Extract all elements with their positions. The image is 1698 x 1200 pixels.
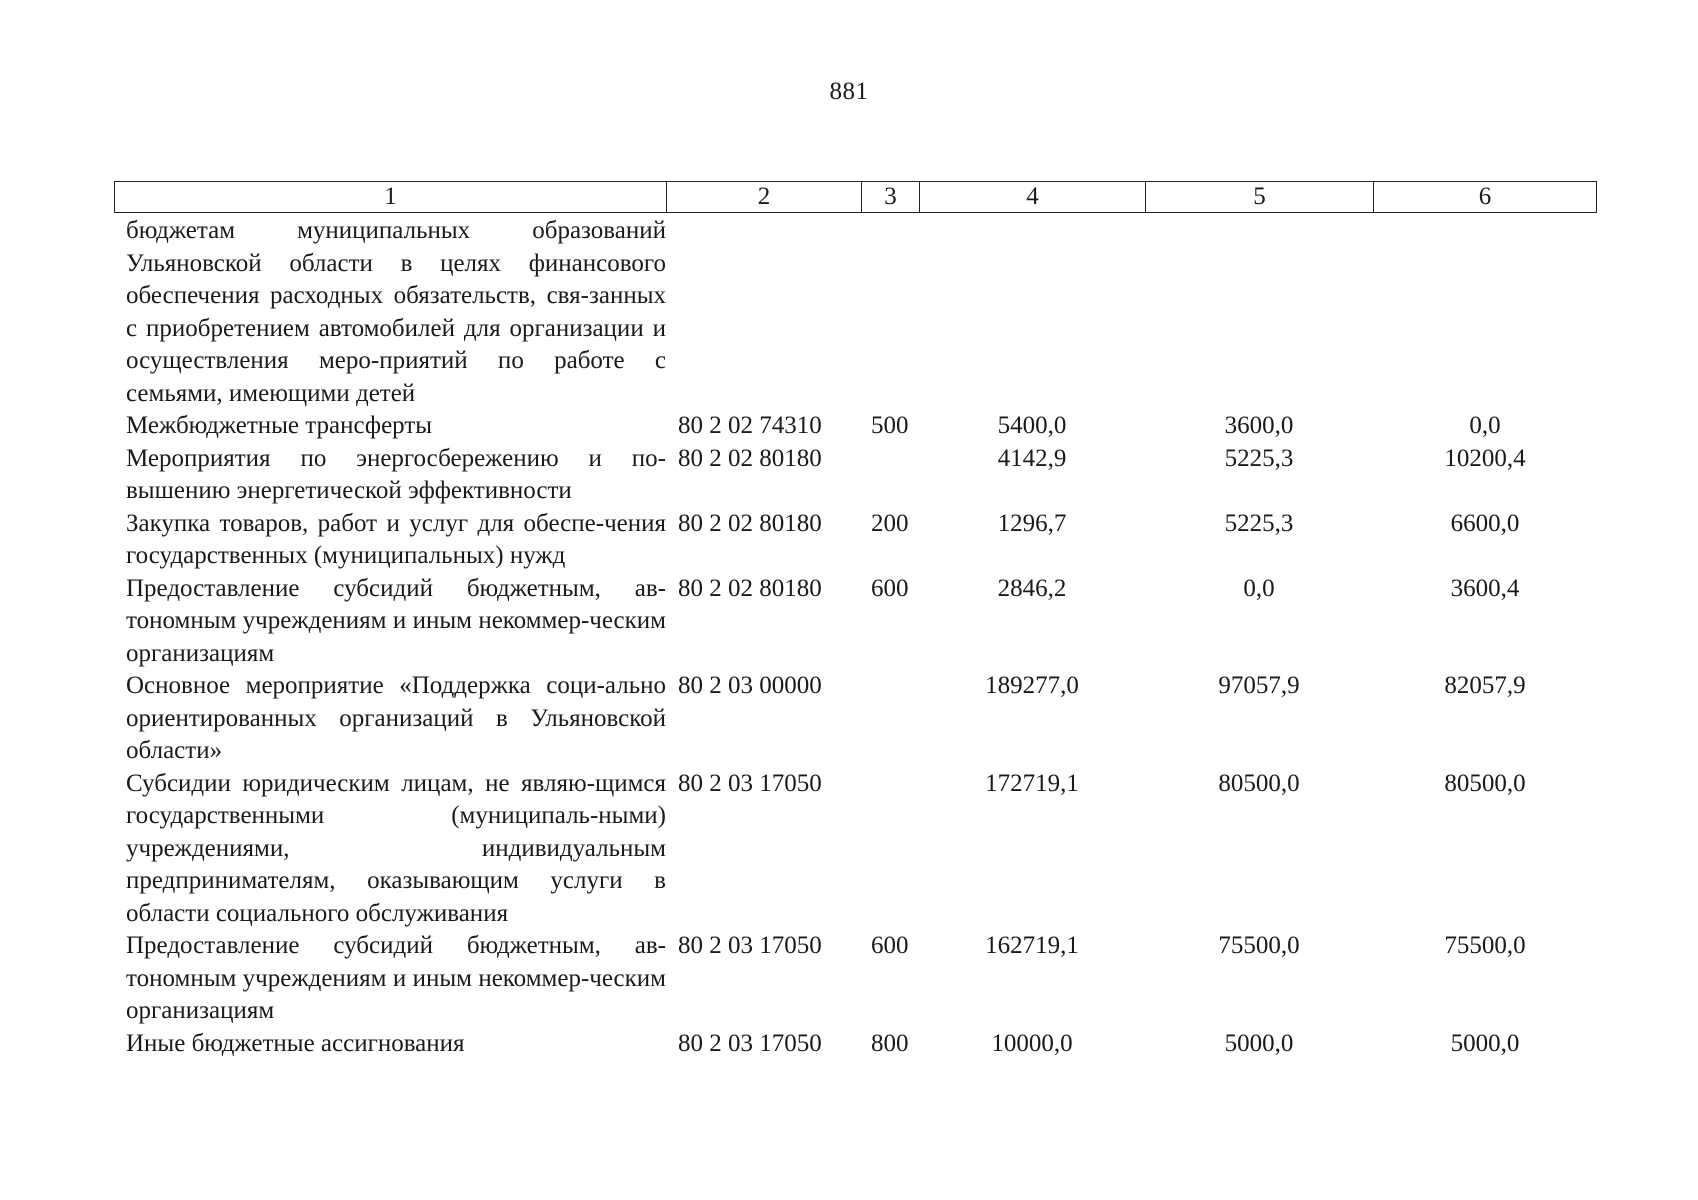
- table-row: [114, 215, 1597, 410]
- row-value-6: 80500,0: [1444, 769, 1526, 797]
- row-value-4: 162719,1: [985, 932, 1079, 959]
- header-cell: 1: [115, 182, 667, 212]
- row-name: Предоставление субсидий бюджетным, ав-тономным учреждениям и иным некоммер-ческим организациям: [126, 574, 666, 667]
- row-code: 80 2 03 17050: [678, 769, 822, 797]
- row-value-4: 10000,0: [991, 1029, 1073, 1057]
- row-value-6: 6600,0: [1450, 509, 1520, 537]
- row-value-5: 80500,0: [1218, 769, 1300, 797]
- row-code: 80 2 02 80180: [678, 444, 822, 472]
- row-name: Основное мероприятие «Поддержка соци-ально ориентированных организаций в Ульяновской области»: [126, 672, 666, 764]
- row-code: 80 2 02 80180: [678, 509, 822, 537]
- row-value-5: 0,0: [1243, 574, 1275, 602]
- header-cell: 3: [862, 182, 920, 212]
- row-value-5: 97057,9: [1218, 672, 1300, 699]
- row-value-4: 172719,1: [985, 769, 1079, 797]
- row-value-5: [1145, 215, 1373, 410]
- header-cell: 6: [1478, 183, 1492, 210]
- row-value-4: [919, 215, 1145, 410]
- header-cell: 4: [920, 182, 1146, 212]
- row-value-5: 75500,0: [1218, 932, 1300, 959]
- page-number: 881: [829, 78, 869, 105]
- row-name: Закупка товаров, работ и услуг для обеспе-чения государственных (муниципальных) нужд: [126, 509, 666, 569]
- row-value-4: 1296,7: [997, 509, 1067, 537]
- row-code: 80 2 03 17050: [678, 932, 822, 959]
- row-name: Иные бюджетные ассигнования: [126, 1029, 465, 1057]
- row-value-5: 3600,0: [1224, 412, 1294, 439]
- row-name: Межбюджетные трансферты: [126, 412, 433, 439]
- table-row: [114, 573, 1597, 671]
- row-value-6: 3600,4: [1450, 574, 1520, 602]
- row-name: бюджетам муниципальных образований Ульяновской области в целях финансового обеспечения расходных обязательств, свя-занных с приобретением автомобилей для организации и осуществления меро-приятий по работе с семьями, имеющими детей: [126, 217, 666, 407]
- table-row: [114, 508, 1597, 573]
- table-body: [114, 215, 1597, 1060]
- row-value-4: 4142,9: [997, 444, 1067, 472]
- row-value-4: 189277,0: [985, 672, 1079, 699]
- row-value-6: [1373, 215, 1597, 410]
- row-value-5: 5000,0: [1224, 1029, 1294, 1057]
- table-row: [114, 1028, 1597, 1061]
- row-type: 600: [871, 574, 909, 602]
- row-value-5: 5225,3: [1224, 444, 1294, 472]
- table-row: [114, 670, 1597, 768]
- row-value-6: 10200,4: [1444, 444, 1526, 472]
- row-code: 80 2 03 00000: [678, 672, 822, 699]
- row-code: 80 2 02 74310: [678, 412, 822, 439]
- row-value-4: 2846,2: [997, 574, 1067, 602]
- table-row: [114, 930, 1597, 1028]
- table-row: [114, 443, 1597, 508]
- row-type: 500: [871, 412, 909, 439]
- row-value-4: 5400,0: [997, 412, 1067, 439]
- row-type: [861, 443, 919, 508]
- table-header: [114, 181, 1597, 213]
- row-type: 200: [871, 509, 909, 537]
- table-row: [114, 768, 1597, 931]
- header-cell: 2: [667, 182, 862, 212]
- row-name: Предоставление субсидий бюджетным, ав-тономным учреждениям и иным некоммер-ческим организациям: [126, 932, 666, 1024]
- row-code: [666, 215, 861, 410]
- row-value-5: 5225,3: [1224, 509, 1294, 537]
- row-type: [861, 215, 919, 410]
- table-row: [114, 410, 1597, 443]
- row-value-6: 0,0: [1469, 412, 1501, 439]
- row-type: [861, 670, 919, 768]
- row-code: 80 2 03 17050: [678, 1029, 822, 1057]
- row-type: 600: [871, 932, 909, 959]
- row-name: Субсидии юридическим лицам, не являю-щимся государственными (муниципаль-ными) учреждениями, индивидуальным предпринимателям, оказывающим услуги в области социального обслуживания: [126, 769, 666, 927]
- row-code: 80 2 02 80180: [678, 574, 822, 602]
- row-value-6: 82057,9: [1444, 672, 1526, 699]
- row-value-6: 5000,0: [1450, 1029, 1520, 1057]
- header-cell: 5: [1146, 182, 1374, 212]
- row-value-6: 75500,0: [1444, 932, 1526, 959]
- row-name: Мероприятия по энергосбережению и по-вышению энергетической эффективности: [126, 444, 666, 504]
- row-type: 800: [871, 1029, 909, 1057]
- row-type: [861, 768, 919, 931]
